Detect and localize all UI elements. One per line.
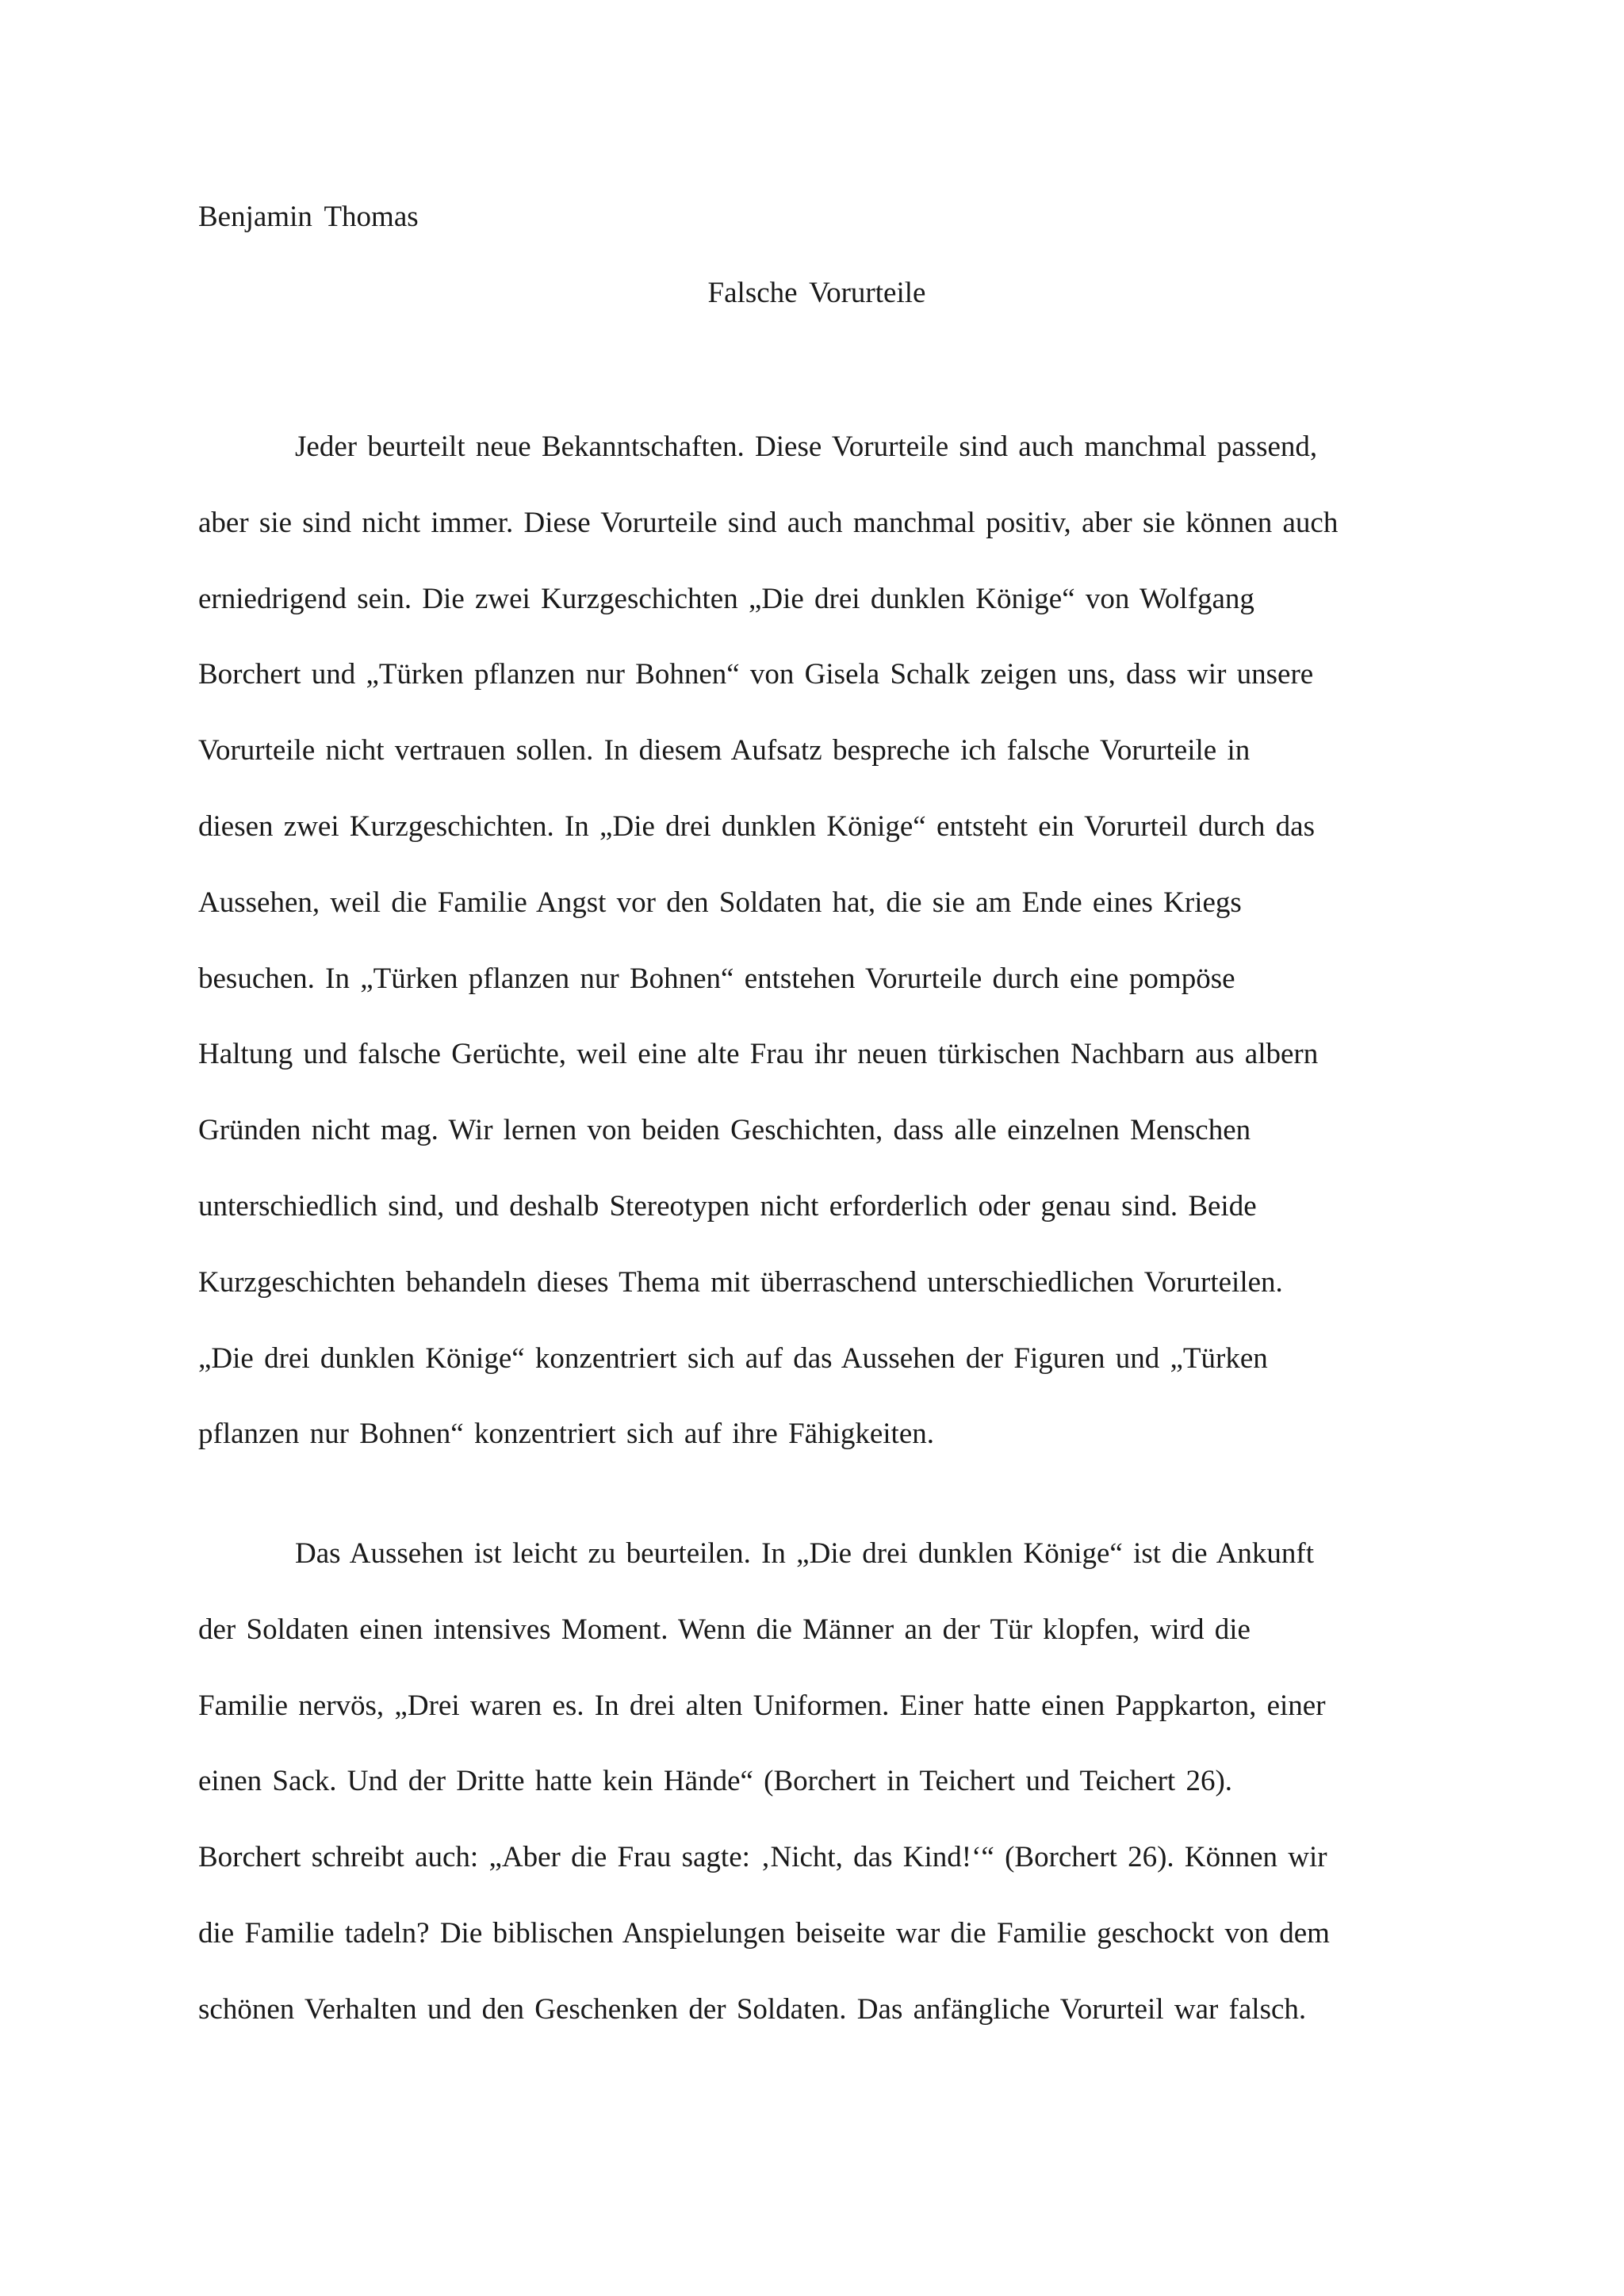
paragraph-line: besuchen. In „Türken pflanzen nur Bohnen“ entstehen Vorurteile durch eine pompöse [198, 962, 1235, 995]
paragraph-line: unterschiedlich sind, und deshalb Stereotypen nicht erforderlich oder genau sind. Beide [198, 1189, 1257, 1223]
paragraph-line: Aussehen, weil die Familie Angst vor den Soldaten hat, die sie am Ende eines Kriegs [198, 886, 1242, 919]
paragraph-line: die Familie tadeln? Die biblischen Anspielungen beiseite war die Familie geschockt von dem [198, 1916, 1330, 1950]
paragraph-line: aber sie sind nicht immer. Diese Vorurteile sind auch manchmal positiv, aber sie können auch [198, 506, 1339, 539]
paragraph-1 [198, 409, 1459, 1472]
paragraph-line: Haltung und falsche Gerüchte, weil eine alte Frau ihr neuen türkischen Nachbarn aus albern [198, 1038, 1319, 1071]
paragraph-line: Familie nervös, „Drei waren es. In drei alten Uniformen. Einer hatte einen Pappkarton, einer [198, 1689, 1326, 1722]
paragraph-line: Das Aussehen ist leicht zu beurteilen. In „Die drei dunklen Könige“ ist die Ankunft [295, 1537, 1315, 1570]
essay-title: Falsche Vorurteile [707, 277, 926, 309]
paragraph-line: der Soldaten einen intensives Moment. Wenn die Männer an der Tür klopfen, wird die [198, 1613, 1251, 1646]
paragraph-line: Borchert und „Türken pflanzen nur Bohnen“ von Gisela Schalk zeigen uns, dass wir unsere [198, 658, 1314, 691]
paragraph-2 [198, 1516, 1459, 2048]
paragraph-line: Gründen nicht mag. Wir lernen von beiden Geschichten, dass alle einzelnen Menschen [198, 1114, 1251, 1147]
paragraph-line: pflanzen nur Bohnen“ konzentriert sich auf ihre Fähigkeiten. [198, 1418, 935, 1451]
paragraph-line: erniedrigend sein. Die zwei Kurzgeschichten „Die drei dunklen Könige“ von Wolfgang [198, 582, 1254, 615]
paragraph-line: schönen Verhalten und den Geschenken der Soldaten. Das anfängliche Vorurteil war falsch. [198, 1992, 1307, 2026]
paragraph-line: Borchert schreibt auch: „Aber die Frau sagte: ‚Nicht, das Kind!‘“ (Borchert 26). Können wir [198, 1841, 1327, 1874]
paragraph-line: Kurzgeschichten behandeln dieses Thema mit überraschend unterschiedlichen Vorurteilen. [198, 1265, 1283, 1299]
paragraph-line: Vorurteile nicht vertrauen sollen. In diesem Aufsatz bespreche ich falsche Vorurteile in [198, 734, 1251, 767]
paragraph-line: diesen zwei Kurzgeschichten. In „Die drei dunklen Könige“ entsteht ein Vorurteil durch das [198, 809, 1316, 843]
author-name: Benjamin Thomas [198, 201, 419, 233]
paragraph-line: „Die drei dunklen Könige“ konzentriert sich auf das Aussehen der Figuren und „Türken [198, 1341, 1268, 1375]
paragraph-line: Jeder beurteilt neue Bekanntschaften. Diese Vorurteile sind auch manchmal passend, [295, 430, 1318, 463]
paragraph-line: einen Sack. Und der Dritte hatte kein Hände“ (Borchert in Teichert und Teichert 26). [198, 1765, 1233, 1798]
